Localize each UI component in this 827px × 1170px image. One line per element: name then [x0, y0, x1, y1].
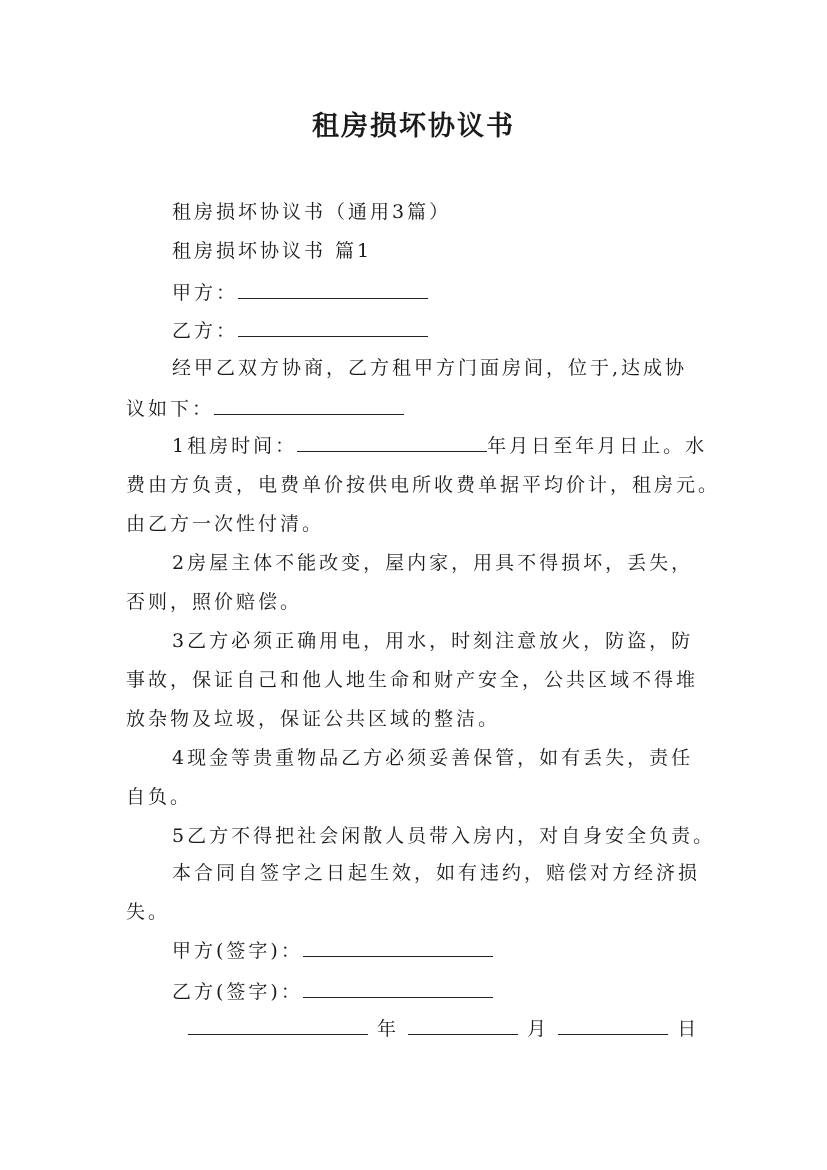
year-label: 年	[377, 1018, 400, 1040]
sign-a-label: 甲方(签字)：	[172, 940, 303, 962]
sign-b-line	[172, 979, 493, 1005]
date-line	[188, 1016, 699, 1042]
party-b-line	[172, 318, 428, 344]
intro-blank	[214, 396, 404, 415]
party-a-blank	[238, 280, 428, 299]
sign-a-line	[172, 938, 493, 964]
section-heading: 租房损坏协议书 篇1	[172, 240, 373, 262]
clause-2-line-2: 否则，照价赔偿。	[126, 591, 303, 613]
clause-1-line-3: 由乙方一次性付清。	[126, 513, 325, 535]
clause-3-line-3: 放杂物及垃圾，保证公共区域的整洁。	[126, 708, 501, 730]
intro-line-2	[126, 396, 404, 422]
year-blank	[188, 1016, 368, 1035]
clause-4-line-1: 4现金等贵重物品乙方必须妥善保管，如有丢失，责任	[172, 747, 694, 769]
intro-label: 议如下：	[126, 398, 215, 420]
clause-3-line-1: 3乙方必须正确用电，用水，时刻注意放火，防盗，防	[172, 630, 694, 652]
day-blank	[558, 1016, 668, 1035]
rent-period-blank	[297, 433, 487, 452]
document-title: 租房损坏协议书	[312, 111, 515, 142]
clause-1-line-1	[172, 433, 707, 459]
clause-1-rest: 年月日至年月日止。水	[487, 435, 708, 457]
subtitle: 租房损坏协议书（通用3篇）	[172, 201, 452, 223]
party-a-line	[172, 280, 428, 306]
sign-a-blank	[303, 938, 493, 957]
sign-b-blank	[303, 979, 493, 998]
month-label: 月	[527, 1018, 550, 1040]
clause-3-line-2: 事故，保证自己和他人地生命和财产安全，公共区域不得堆	[126, 669, 699, 691]
clause-5-line-1: 5乙方不得把社会闲散人员带入房内，对自身安全负责。	[172, 825, 716, 847]
effect-line-1: 本合同自签字之日起生效，如有违约，赔偿对方经济损	[172, 862, 701, 884]
clause-4-line-2: 自负。	[126, 786, 193, 808]
intro-line-1: 经甲乙双方协商，乙方租甲方门面房间，位于,达成协	[172, 357, 688, 379]
sign-b-label: 乙方(签字)：	[172, 981, 303, 1003]
party-a-label: 甲方：	[172, 282, 239, 304]
clause-2-line-1: 2房屋主体不能改变，屋内家，用具不得损坏，丢失，	[172, 552, 694, 574]
month-blank	[408, 1016, 518, 1035]
clause-1-line-2: 费由方负责，电费单价按供电所收费单据平均价计，租房元。	[126, 474, 721, 496]
party-b-label: 乙方：	[172, 320, 239, 342]
clause-1-label: 1租房时间：	[172, 435, 298, 457]
party-b-blank	[238, 318, 428, 337]
day-label: 日	[677, 1018, 700, 1040]
effect-line-2: 失。	[126, 901, 171, 923]
